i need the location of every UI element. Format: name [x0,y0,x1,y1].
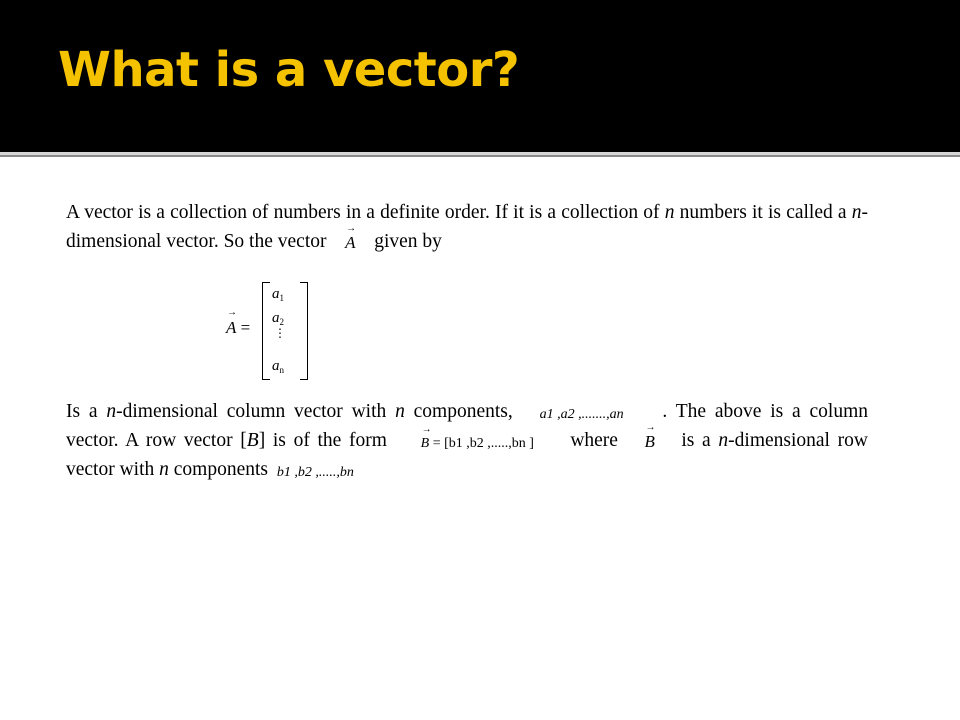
matrix-vdots: ⋮ [274,326,286,340]
matrix-entry: $a_2$ [272,310,284,327]
title-divider-dark [0,155,960,157]
components-b-formula: b1 ,b2 ,.....,bn [276,465,354,480]
matrix-right-bracket [300,282,308,380]
equation-lhs: → A = [226,307,251,337]
title-bar [0,0,960,152]
column-vector-equation [226,280,306,380]
explanation-paragraph: Is a n-dimensional column vector with n components, a1 ,a2 ,.......,an . The above is a column vector. A row vector [B] is of the form → B = [b1 ,b2 ,.....,bn ] where → B is a n-dimensional row vector with n components b1 ,b2 ,.....,bn [66,401,868,480]
components-a-formula: a1 ,a2 ,.......,an [539,407,624,422]
matrix-entry: $a_n$ [272,358,284,375]
vector-b-symbol: → B [644,422,656,451]
row-vector-formula: → B = [b1 ,b2 ,.....,bn ] [420,424,534,451]
slide-title: What is a vector? [58,42,520,98]
vector-a-symbol: → A [345,223,357,252]
intro-paragraph: A vector is a collection of numbers in a definite order. If it is a collection of n numbers it is called a n-dimensional vector. So the vector → A given by [66,202,869,252]
matrix-entry: $a_1$ [272,286,284,303]
